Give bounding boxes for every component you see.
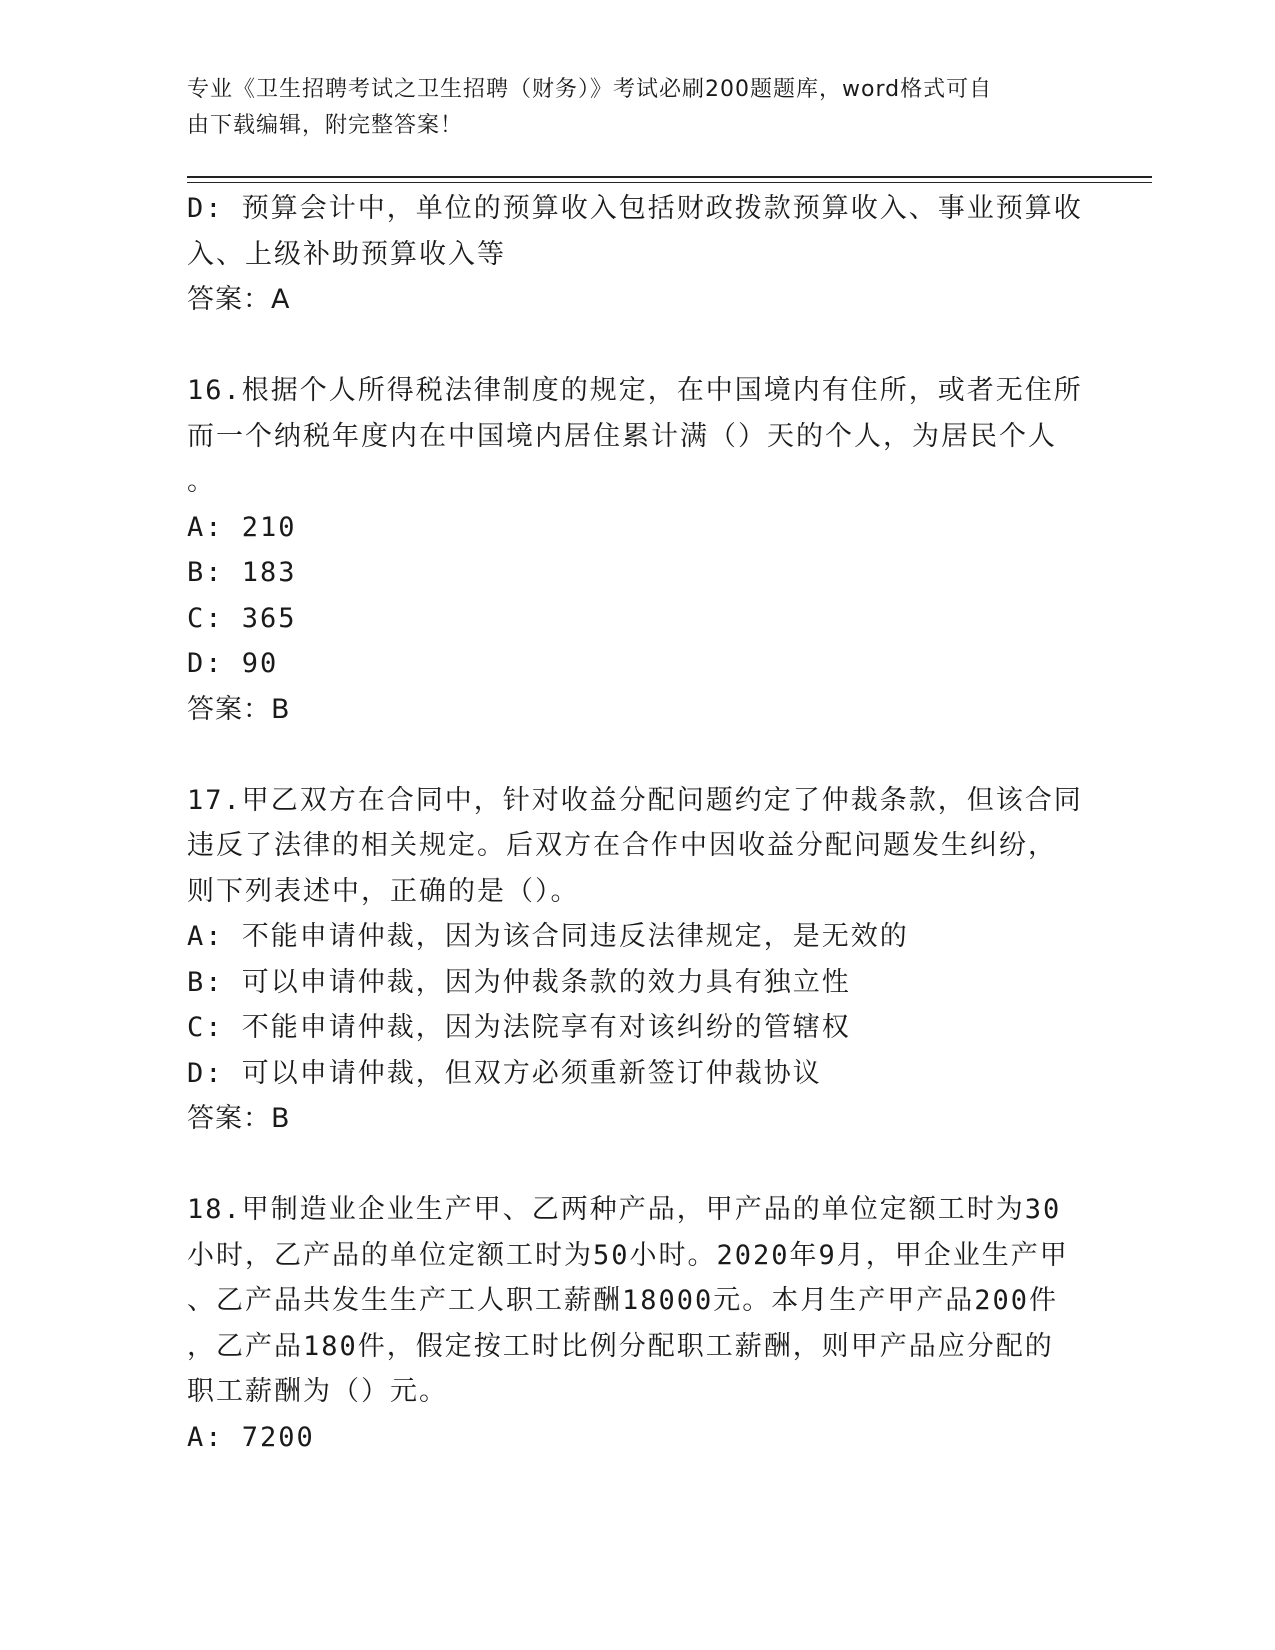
question-stem-line: 小时，乙产品的单位定额工时为50小时。2020年9月，甲企业生产甲 (187, 1239, 1069, 1271)
question-16 (187, 368, 1087, 732)
header-title-line-1: 专业《卫生招聘考试之卫生招聘（财务）》考试必刷200题题库，word格式可自 (187, 77, 993, 102)
option-a: A: 7200 (187, 1421, 315, 1453)
question-stem-line: 则下列表述中，正确的是（）。 (187, 875, 580, 907)
question-stem-line: 、乙产品共发生生产工人职工薪酬18000元。本月生产甲产品200件 (187, 1285, 1059, 1316)
question-17 (187, 778, 1087, 1142)
question-stem-line: ，乙产品180件，假定按工时比例分配职工薪酬，则甲产品应分配的 (187, 1330, 1054, 1362)
question-stem-line: 18.甲制造业企业生产甲、乙两种产品，甲产品的单位定额工时为30 (187, 1194, 1062, 1225)
answer-line: 答案：B (187, 1103, 291, 1134)
header-title-line-2: 由下载编辑，附完整答案！ (187, 113, 464, 138)
question-stem-line: 。 (187, 466, 216, 497)
option-d: D: 可以申请仲裁，但双方必须重新签订仲裁协议 (187, 1057, 822, 1089)
spacer (187, 732, 1087, 778)
question-stem-line: 违反了法律的相关规定。后双方在合作中因收益分配问题发生纠纷， (187, 830, 1057, 861)
document-header (187, 72, 1067, 144)
option-b: B: 可以申请仲裁，因为仲裁条款的效力具有独立性 (187, 966, 851, 998)
question-stem-line: 16.根据个人所得税法律制度的规定，在中国境内有住所，或者无住所 (187, 375, 1083, 406)
option-a: A: 不能申请仲裁，因为该合同违反法律规定，是无效的 (187, 921, 909, 952)
option-c: C: 365 (187, 602, 297, 634)
option-d-continued: 入、上级补助预算收入等 (187, 238, 506, 270)
option-c: C: 不能申请仲裁，因为法院享有对该纠纷的管辖权 (187, 1012, 851, 1043)
spacer (187, 1142, 1087, 1188)
answer-line: 答案：A (187, 284, 291, 315)
header-divider-thick (187, 176, 1152, 178)
option-d: D: 90 (187, 648, 279, 679)
question-15-tail (187, 186, 1087, 323)
option-a: A: 210 (187, 511, 297, 543)
question-18 (187, 1187, 1087, 1460)
option-d: D: 预算会计中，单位的预算收入包括财政拨款预算收入、事业预算收 (187, 193, 1083, 224)
header-divider-thin (187, 182, 1152, 183)
question-content (187, 186, 1087, 1460)
question-stem-line: 17.甲乙双方在合同中，针对收益分配问题约定了仲裁条款，但该合同 (187, 784, 1083, 816)
answer-line: 答案：B (187, 693, 291, 725)
option-b: B: 183 (187, 557, 297, 588)
question-stem-line: 而一个纳税年度内在中国境内居住累计满（）天的个人，为居民个人 (187, 420, 1057, 452)
question-stem-line: 职工薪酬为（）元。 (187, 1376, 448, 1407)
spacer (187, 323, 1087, 369)
